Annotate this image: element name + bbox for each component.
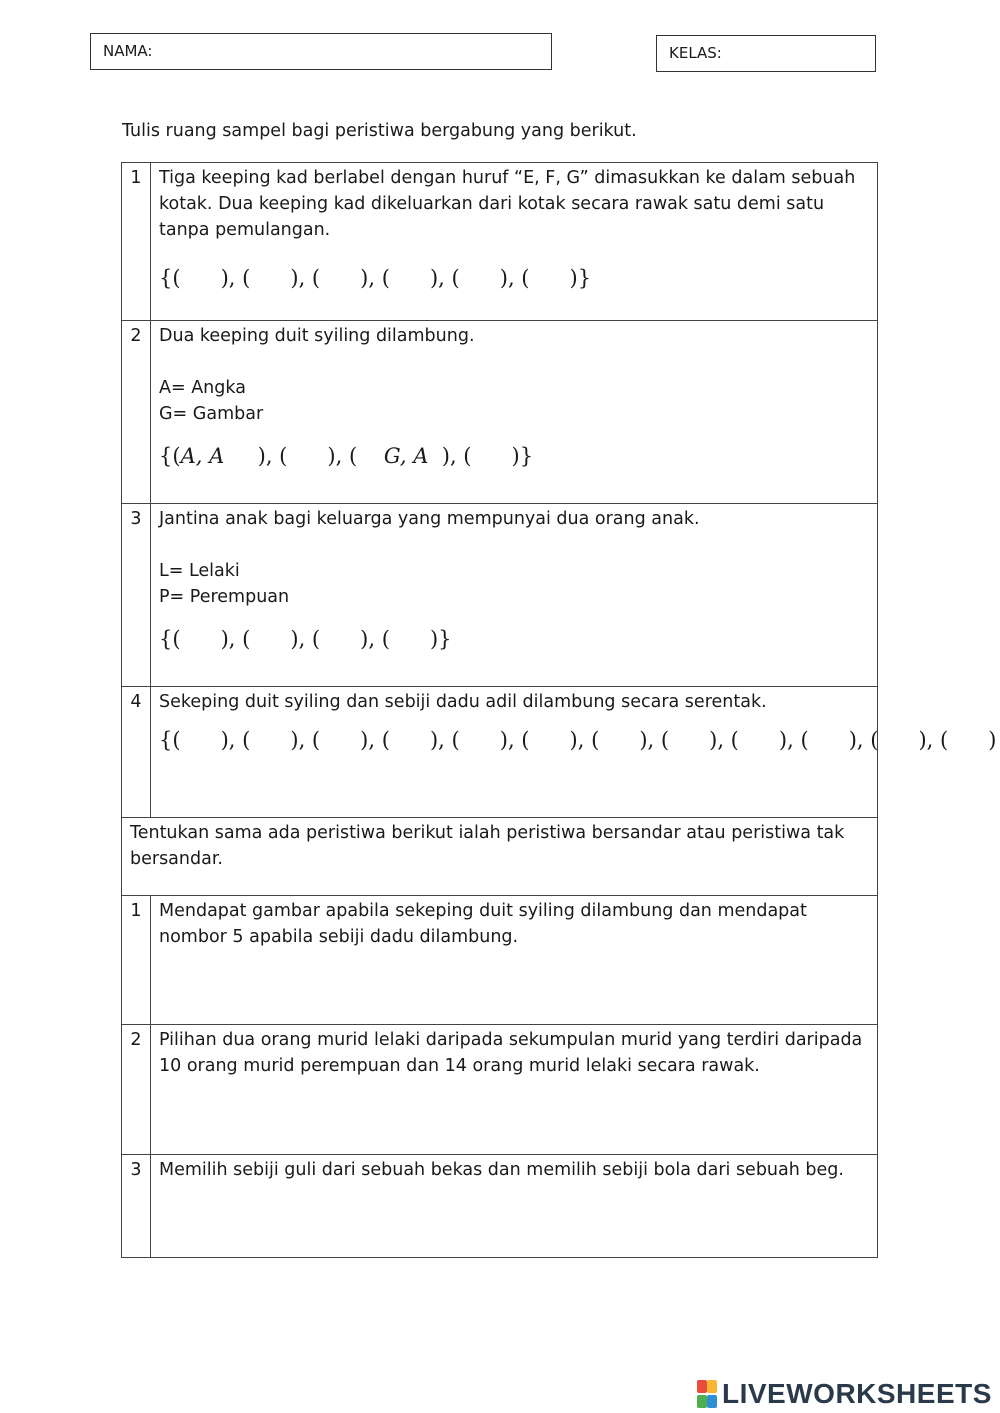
worksheet-table	[121, 162, 997, 1258]
legend-line: A= Angka	[159, 378, 246, 398]
question-cell[interactable]	[151, 1025, 878, 1155]
name-field[interactable]	[90, 33, 552, 70]
question-cell	[151, 163, 878, 321]
legend-line: L= Lelaki	[159, 561, 240, 581]
question-row	[122, 687, 878, 818]
question-cell	[151, 687, 997, 818]
question-row	[122, 163, 878, 321]
given-outcome: G, A	[383, 444, 429, 468]
question-text: Jantina anak bagi keluarga yang mempunyai dua orang anak.	[159, 509, 700, 529]
question-number: 4	[122, 687, 151, 818]
answer-field[interactable]: {( ), ( ), ( ), ( )}	[159, 627, 452, 651]
legend-line: P= Perempuan	[159, 587, 290, 607]
given-outcome: A, A	[180, 444, 225, 468]
question-text: Pilihan dua orang murid lelaki daripada sekumpulan murid yang terdiri daripada 10 orang murid perempuan dan 14 orang murid lelaki secara rawak.	[159, 1030, 863, 1076]
answer-field[interactable]: {( ), ( ), ( ), ( ), ( ), ( )}	[159, 266, 592, 290]
question-text: Mendapat gambar apabila sekeping duit syiling dilambung dan mendapat nombor 5 apabila sebiji dadu dilambung.	[159, 901, 807, 947]
class-field[interactable]	[656, 35, 876, 72]
question-number: 3	[122, 504, 151, 687]
question-row	[122, 504, 878, 687]
question-text: Memilih sebiji guli dari sebuah bekas dan memilih sebiji bola dari sebuah beg.	[159, 1160, 844, 1180]
answer-field[interactable]: {( ), ( ), ( ), ( ), ( ), ( ), ( ), ( ), ( ), ( ), ( ), ( )	[159, 728, 997, 752]
liveworksheets-wordmark: LIVEWORKSHEETS	[722, 1378, 992, 1409]
answer-field[interactable]: {(A, A ), ( ), ( G, A ), ( )}	[159, 444, 534, 468]
liveworksheets-logo	[697, 1378, 992, 1410]
question-text: Tiga keeping kad berlabel dengan huruf “E, F, G” dimasukkan ke dalam sebuah kotak. Dua keeping kad dikeluarkan dari kotak secara rawak satu demi satu tanpa pemulangan.	[159, 168, 856, 240]
question-cell[interactable]	[151, 896, 878, 1025]
question-row	[122, 1155, 878, 1258]
question-number: 2	[122, 321, 151, 504]
liveworksheets-logo-icon	[697, 1380, 719, 1408]
question-cell	[151, 504, 878, 687]
question-text: Dua keeping duit syiling dilambung.	[159, 326, 475, 346]
question-row	[122, 896, 878, 1025]
question-number: 2	[122, 1025, 151, 1155]
name-label: NAMA:	[103, 42, 153, 60]
question-row	[122, 321, 878, 504]
question-row	[122, 1025, 878, 1155]
question-number: 1	[122, 896, 151, 1025]
question-cell	[151, 321, 878, 504]
legend-line: G= Gambar	[159, 404, 264, 424]
class-label: KELAS:	[669, 44, 722, 62]
instruction-text: Tulis ruang sampel bagi peristiwa bergabung yang berikut.	[122, 121, 637, 141]
question-number: 3	[122, 1155, 151, 1258]
section-instruction: Tentukan sama ada peristiwa berikut ialah peristiwa bersandar atau peristiwa tak bersandar.	[122, 818, 878, 896]
section-row	[122, 818, 878, 896]
question-text: Sekeping duit syiling dan sebiji dadu adil dilambung secara serentak.	[159, 692, 767, 712]
question-number: 1	[122, 163, 151, 321]
question-cell[interactable]	[151, 1155, 878, 1258]
